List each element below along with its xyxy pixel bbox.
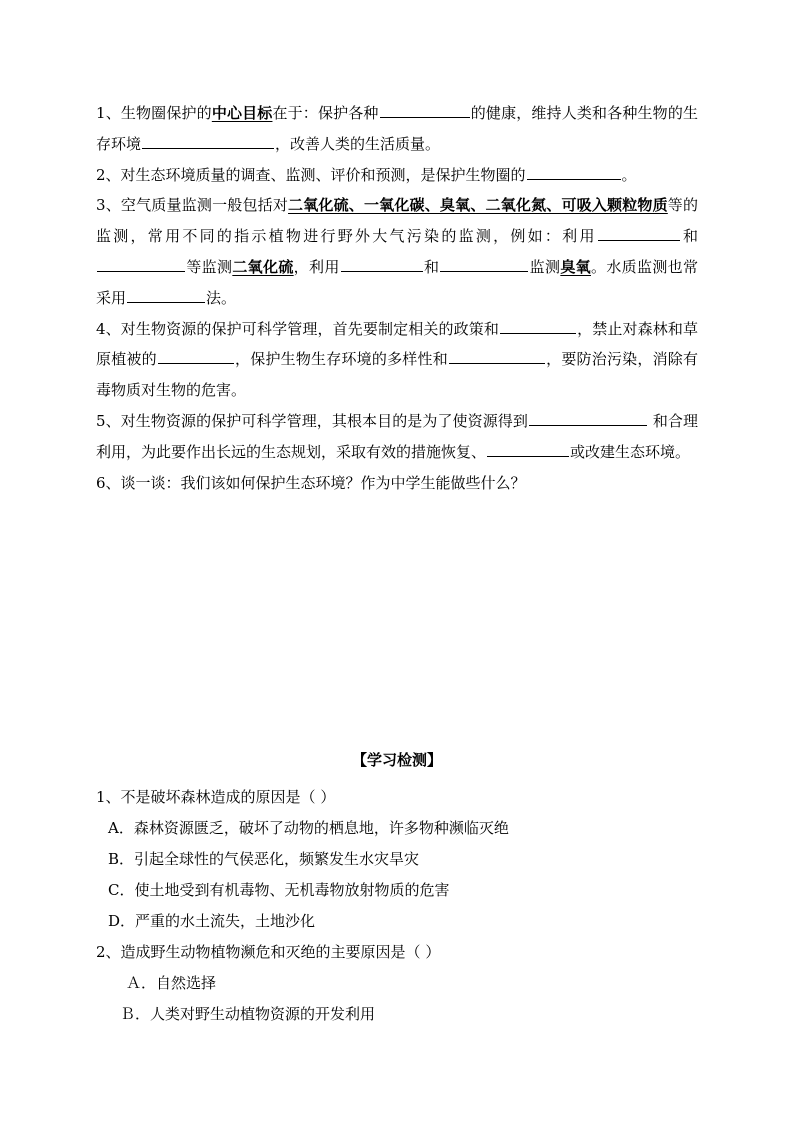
- answer-blank[interactable]: [527, 162, 621, 180]
- answer-blank[interactable]: [487, 439, 569, 457]
- answer-blank[interactable]: [529, 408, 647, 426]
- option-a[interactable]: Ａ．自然选择: [126, 974, 217, 992]
- answer-blank[interactable]: [598, 223, 680, 241]
- question-2: 2、对生态环境质量的调查、监测、评价和预测，是保护生物圈的 。: [96, 160, 698, 191]
- question-1: 1、生物圈保护的中心目标在于：保护各种 的健康，维持人类和各种生物的生存环境 ，改善人类的生活质量。: [96, 98, 698, 160]
- answer-blank[interactable]: [158, 346, 234, 364]
- fill-in-section: [96, 98, 698, 498]
- answer-blank[interactable]: [500, 316, 576, 334]
- key-term: 二氧化硫、一氧化碳、臭氧、二氧化氮、可吸入颗粒物质: [288, 196, 668, 215]
- option-d[interactable]: D．严重的水土流失，土地沙化: [108, 912, 316, 930]
- question-3: 3、空气质量监测一般包括对二氧化硫、一氧化碳、臭氧、二氧化氮、可吸入颗粒物质等的监测，常用不同的指示植物进行野外大气污染的监测，例如：利用 和等监测二氧化硫，利用 和 监测臭氧。水质监测也常采用 法。: [96, 196, 698, 307]
- option-c[interactable]: C．使土地受到有机毒物、无机毒物放射物质的危害: [108, 881, 450, 899]
- section-title: 【学习检测】: [351, 751, 442, 769]
- key-term: 二氧化硫: [232, 257, 294, 276]
- quiz-section: [96, 782, 698, 1030]
- answer-blank[interactable]: [341, 254, 423, 272]
- answer-blank[interactable]: [440, 254, 528, 272]
- question-5: 5、对生物资源的保护可科学管理，其根本目的是为了使资源得到 和合理利用，为此要作出长远的生态规划，采取有效的措施恢复、 或改建生态环境。: [96, 406, 698, 468]
- question-6: 6、谈一谈：我们该如何保护生态环境？作为中学生能做些什么？: [96, 473, 526, 492]
- answer-blank[interactable]: [127, 285, 205, 303]
- quiz-question-1: 1、不是破坏森林造成的原因是（ ）: [96, 788, 336, 806]
- option-b[interactable]: Ｂ．人类对野生动植物资源的开发利用: [120, 1005, 376, 1023]
- answer-blank[interactable]: [449, 346, 545, 364]
- answer-blank[interactable]: [380, 100, 470, 118]
- option-b[interactable]: B．引起全球性的气侯恶化，频繁发生水灾旱灾: [108, 850, 420, 868]
- option-a[interactable]: A．森林资源匮乏，破坏了动物的栖息地，许多物种濒临灭绝: [108, 819, 509, 837]
- answer-blank[interactable]: [142, 131, 274, 149]
- question-4: 4、对生物资源的保护可科学管理，首先要制定相关的政策和 ，禁止对森林和草原植被的 ，保护生物生存环境的多样性和 ，要防治污染，消除有毒物质对生物的危害。: [96, 314, 698, 406]
- key-term: 中心目标: [211, 104, 273, 122]
- answer-blank[interactable]: [97, 254, 185, 272]
- key-term: 臭氧: [560, 257, 591, 276]
- quiz-question-2: 2、造成野生动物植物濒危和灭绝的主要原因是（ ）: [96, 943, 441, 961]
